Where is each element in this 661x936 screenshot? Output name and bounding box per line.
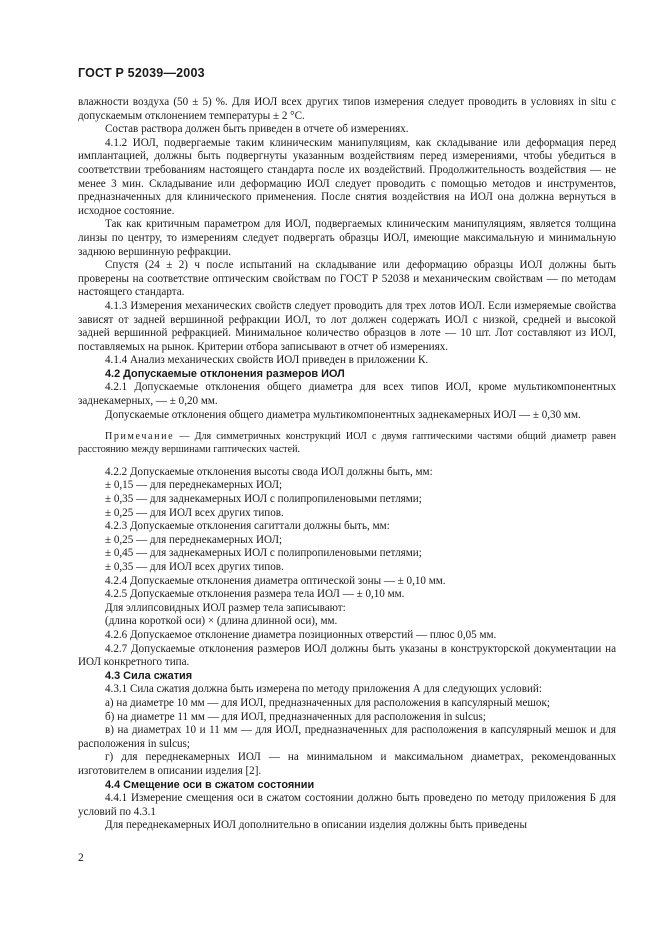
paragraph-after-test: Спустя (24 ± 2) ч после испытаний на складывание или деформацию образцы ИОЛ должны быть проверены на соответствие оптическим свойствам по ГОСТ Р 52038 и механическим свойствам — по методам настоящего стандарта.: [78, 259, 616, 299]
paragraph-4-1-3: 4.1.3 Измерения механических свойств следует проводить для трех лотов ИОЛ. Если измеряемые свойства зависят от задней вершинной рефракции ИОЛ, то лот должен содержать ИОЛ с низкой, средней и высокой задней вершинной рефракцией. Минимальное количество образцов в лоте — 10 шт. Лот составляют из ИОЛ, поставляемых на рынок. Критерии отбора записывают в отчет об измерениях.: [78, 299, 616, 353]
section-heading-4-3: 4.3 Сила сжатия: [105, 669, 193, 682]
list-item: ± 0,25 — для переднекамерных ИОЛ;: [105, 533, 283, 546]
paragraph-multicomponent: Допускаемые отклонения общего диаметра мультикомпонентных заднекамерных ИОЛ — ± 0,30 мм.: [105, 408, 581, 421]
list-item: г) для переднекамерных ИОЛ — на минимальном и максимальном диаметрах, рекомендованных изготовителем в описании изделия [2].: [78, 751, 616, 777]
paragraph-4-2-1: 4.2.1 Допускаемые отклонения общего диаметра для всех типов ИОЛ, кроме мультикомпонентных заднекамерных, — ± 0,20 мм.: [78, 381, 616, 408]
paragraph-humidity: влажности воздуха (50 ± 5) %. Для ИОЛ всех других типов измерения следует проводить в условиях in situ с допускаемым отклонением температуры ± 2 °С.: [78, 96, 616, 122]
list-item: ± 0,35 — для ИОЛ всех других типов.: [105, 561, 284, 573]
list-item: а) на диаметре 10 мм — для ИОЛ, предназначенных для расположения в капсулярный мешок;: [105, 696, 550, 709]
section-heading-4-4: 4.4 Смещение оси в сжатом состоянии: [105, 778, 315, 791]
paragraph-4-3-1: 4.3.1 Сила сжатия должна быть измерена по методу приложения А для следующих условий:: [105, 683, 542, 696]
paragraph-4-2-4: 4.2.4 Допускаемые отклонения диаметра оптической зоны — ± 0,10 мм.: [105, 574, 446, 587]
paragraph-4-2-7: 4.2.7 Допускаемые отклонения размеров ИОЛ должны быть указаны в конструкторской документации на ИОЛ конкретного типа.: [78, 642, 616, 669]
list-item: ± 0,45 — для заднекамерных ИОЛ с полипропиленовыми петлями;: [105, 547, 422, 560]
page-number: 2: [78, 852, 84, 864]
paragraph-4-2-5: 4.2.5 Допускаемые отклонения размера тела ИОЛ — ± 0,10 мм.: [105, 588, 405, 601]
paragraph-4-2-6: 4.2.6 Допускаемое отклонение диаметра позиционных отверстий — плюс 0,05 мм.: [105, 628, 497, 641]
paragraph-4-1-4: 4.1.4 Анализ механических свойств ИОЛ приведен в приложении К.: [105, 354, 429, 367]
paragraph-anterior: Для переднекамерных ИОЛ дополнительно в описании изделия должны быть приведены: [105, 819, 527, 832]
note-label: Примечание: [105, 431, 175, 443]
paragraph-thickness: Так как критичным параметром для ИОЛ, подвергаемых клиническим манипуляциям, является толщина линзы по центру, то измерениям следует подвергать образцы ИОЛ, имеющие максимальную и минимальную заднюю вершинную рефракции.: [78, 218, 616, 258]
document-header: ГОСТ Р 52039—2003: [78, 66, 205, 80]
list-item: ± 0,15 — для переднекамерных ИОЛ;: [105, 479, 283, 492]
list-item: в) на диаметрах 10 и 11 мм — для ИОЛ, предназначенных для расположения в капсулярный мешок и для расположения in sulcus;: [78, 724, 616, 750]
section-heading-4-2: 4.2 Допускаемые отклонения размеров ИОЛ: [105, 367, 345, 380]
list-item: ± 0,25 — для ИОЛ всех других типов.: [105, 506, 284, 519]
paragraph-solution: Состав раствора должен быть приведен в отчете об измерениях.: [105, 123, 409, 136]
page-body: [78, 96, 616, 833]
paragraph-4-2-3: 4.2.3 Допускаемые отклонения сагиттали должны быть, мм:: [105, 520, 390, 533]
paragraph-ellipsoid: Для эллипсовидных ИОЛ размер тела записывают:: [105, 601, 346, 614]
note-text: — Для симметричных конструкций ИОЛ с двумя гаптическими частями общий диаметр равен расстоянию между вершинами гаптических частей.: [78, 431, 616, 456]
list-item: б) на диаметре 11 мм — для ИОЛ, предназначенных для расположения in sulcus;: [105, 710, 486, 723]
paragraph-4-4-1: 4.4.1 Измерение смещения оси в сжатом состоянии должно быть проведено по методу приложения Б для условий по 4.3.1: [78, 792, 616, 818]
paragraph-4-2-2: 4.2.2 Допускаемые отклонения высоты свода ИОЛ должны быть, мм:: [105, 465, 433, 478]
list-item: ± 0,35 — для заднекамерных ИОЛ с полипропиленовыми петлями;: [105, 493, 422, 506]
paragraph-formula: (длина короткой оси) × (длина длинной оси), мм.: [105, 615, 338, 628]
paragraph-4-1-2: 4.1.2 ИОЛ, подвергаемые таким клиническим манипуляциям, как складывание или деформация перед имплантацией, должны быть подвергнуты указанным воздействиям перед измерениями, чтобы убедиться в соответствии требованиям настоящего стандарта после их воздействий. Продолжительность воздействия — не менее 3 мин. Складывание или деформацию ИОЛ следует проводить с помощью методов и инструментов, предназначенных для клинического применения. После снятия воздействия на ИОЛ она должна вернуться в исходное состояние.: [78, 136, 616, 217]
note: [78, 431, 616, 457]
